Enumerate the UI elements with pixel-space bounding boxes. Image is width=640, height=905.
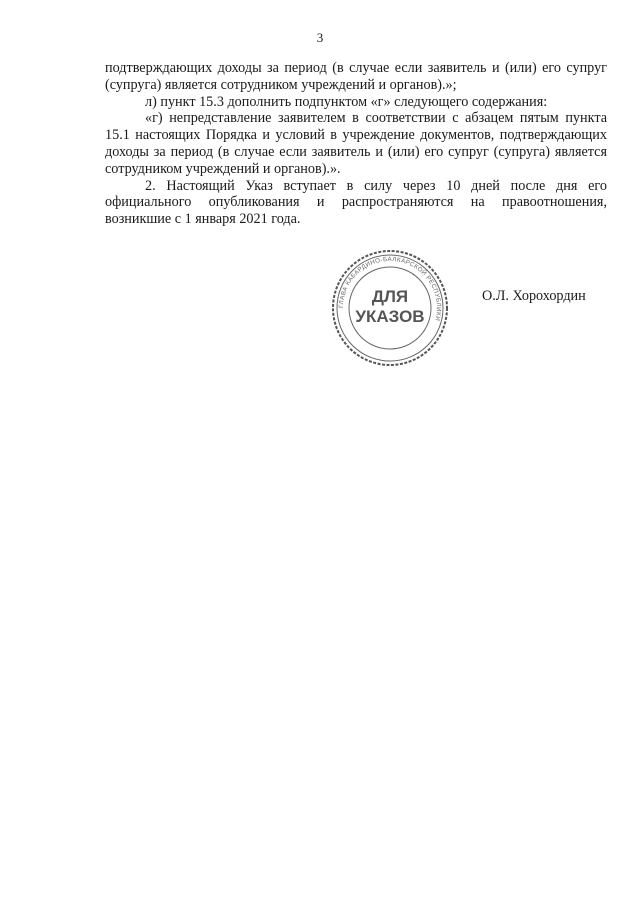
document-body bbox=[105, 60, 607, 228]
paragraph-subitem-g: «г) непредставление заявителем в соответствии с абзацем пятым пункта 15.1 настоящих Порядка и условий в учреждение документов, подтверждающих доходы за период (в случае если заявитель и (или) его супруг (супруга) является сотрудником учреждений и органов).». bbox=[105, 110, 607, 177]
stamp-ring-text: ГЛАВА КАБАРДИНО-БАЛКАРСКОЙ РЕСПУБЛИКИ bbox=[337, 255, 443, 322]
page-number: 3 bbox=[316, 30, 324, 45]
signature-block bbox=[0, 248, 640, 368]
paragraph-subitem-l: л) пункт 15.3 дополнить подпунктом «г» следующего содержания: bbox=[145, 93, 548, 110]
stamp-line-1: ДЛЯ bbox=[371, 287, 409, 306]
paragraph-item-2: 2. Настоящий Указ вступает в силу через 10 дней после дня его официального опубликования и распространяются на правоотношения, возникшие с 1 января 2021 года. bbox=[105, 177, 607, 228]
stamp-line-2: УКАЗОВ bbox=[355, 307, 425, 326]
official-stamp bbox=[330, 248, 450, 368]
paragraph-continuation: подтверждающих доходы за период (в случае если заявитель и (или) его супруг (супруга) является сотрудником учреждений и органов).»; bbox=[105, 60, 607, 93]
signer-name: О.Л. Хорохордин bbox=[482, 288, 586, 304]
